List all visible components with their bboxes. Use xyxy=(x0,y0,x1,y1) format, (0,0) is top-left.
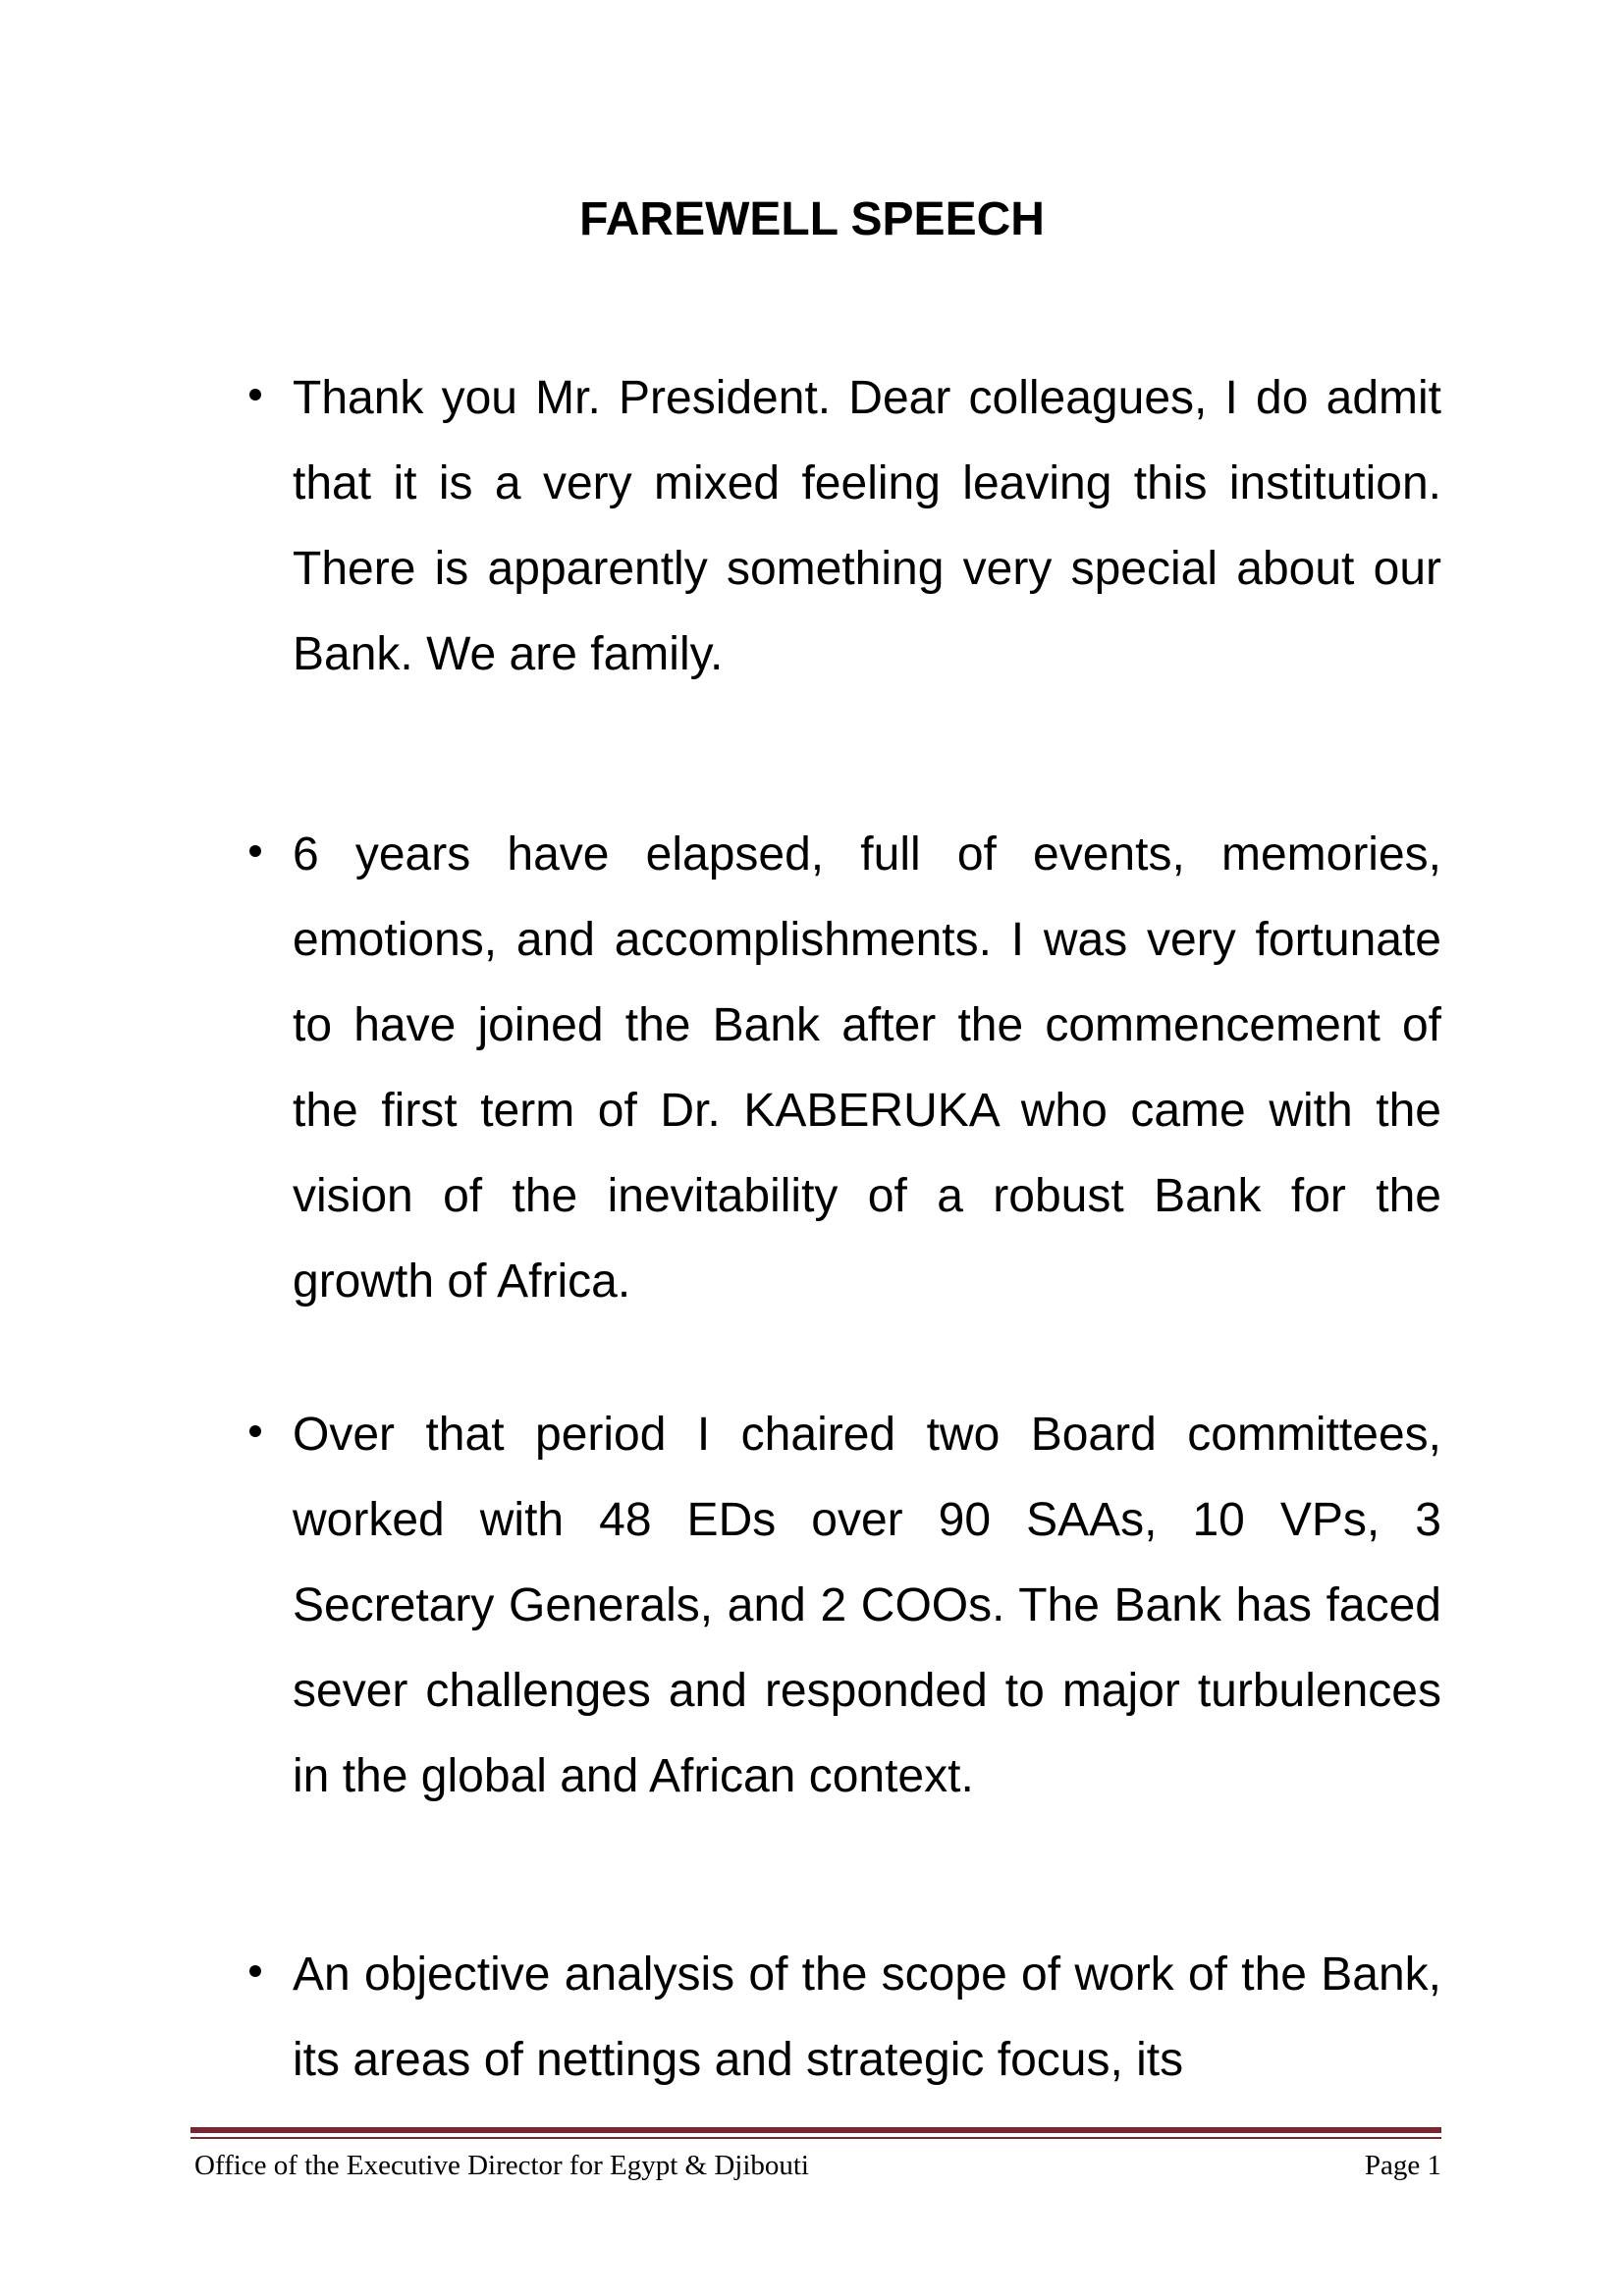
document-title: FAREWELL SPEECH xyxy=(579,193,1045,245)
bullet-icon xyxy=(249,1425,261,1437)
bullet-icon xyxy=(249,845,261,857)
bullet-icon xyxy=(249,1965,261,1977)
bullet-icon xyxy=(249,389,261,400)
footer-divider xyxy=(190,2127,1441,2133)
footer-page-number: Page 1 xyxy=(1364,2150,1441,2181)
bullet-text: Over that period I chaired two Board committees, worked with 48 EDs over 90 SAAs, 10 VPs, 3 Secretary Generals, and 2 COOs. The Bank has faced sever challenges and responded to major turbulences in the global and African context. xyxy=(293,1409,1441,1802)
bullet-text: Thank you Mr. President. Dear colleagues, I do admit that it is a very mixed feeling leaving this institution. There is apparently something very special about our Bank. We are family. xyxy=(293,372,1441,680)
page-footer xyxy=(194,2146,1441,2185)
bullet-text: An objective analysis of the scope of work of the Bank, its areas of nettings and strategic focus, its xyxy=(293,1949,1441,2086)
bullet-item xyxy=(293,1932,1441,2103)
bullet-item xyxy=(293,812,1441,1324)
footer-office-text: Office of the Executive Director for Egypt & Djibouti xyxy=(194,2150,809,2181)
footer-divider-thin xyxy=(190,2137,1441,2139)
bullet-item xyxy=(293,1392,1441,1819)
bullet-item xyxy=(293,355,1441,697)
bullet-text: 6 years have elapsed, full of events, memories, emotions, and accomplishments. I was very fortunate to have joined the Bank after the commencement of the first term of Dr. KABERUKA who came with the vision of the inevitability of a robust Bank for the growth of Africa. xyxy=(293,828,1441,1308)
